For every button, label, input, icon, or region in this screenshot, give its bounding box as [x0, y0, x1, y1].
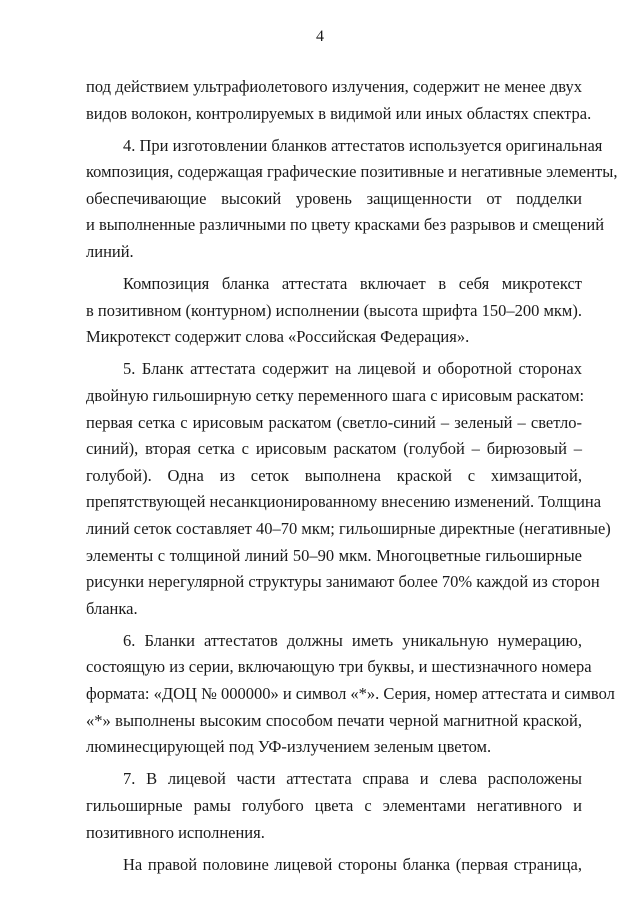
text-line: в позитивном (контурном) исполнении (высота шрифта 150–200 мкм).	[86, 300, 582, 320]
text-line: рисунки нерегулярной структуры занимают более 70% каждой из сторон	[86, 572, 600, 592]
text-line: бланка.	[86, 598, 138, 618]
text-line: 5. Бланк аттестата содержит на лицевой и оборотной сторонах	[123, 359, 582, 379]
text-line: первая сетка с ирисовым раскатом (светло-синий – зеленый – светло-	[86, 412, 582, 432]
text-line: 4. При изготовлении бланков аттестатов используется оригинальная	[123, 135, 603, 155]
text-line: формата: «ДОЦ № 000000» и символ «*». Серия, номер аттестата и символ	[86, 684, 615, 704]
text-line: На правой половине лицевой стороны бланка (первая страница,	[123, 854, 582, 874]
page-number: 4	[316, 28, 324, 45]
text-line: позитивного исполнения.	[86, 822, 265, 842]
text-line: голубой). Одна из сеток выполнена краской с химзащитой,	[86, 465, 582, 485]
text-line: и выполненные различными по цвету красками без разрывов и смещений	[86, 215, 605, 235]
text-line: «*» выполнены высоким способом печати черной магнитной краской,	[86, 710, 582, 730]
text-line: Композиция бланка аттестата включает в себя микротекст	[123, 274, 582, 294]
text-line: композиция, содержащая графические позитивные и негативные элементы,	[86, 162, 618, 182]
text-line: линий.	[86, 242, 134, 262]
text-line: Микротекст содержит слова «Российская Федерация».	[86, 327, 470, 347]
text-line: 6. Бланки аттестатов должны иметь уникальную нумерацию,	[123, 630, 582, 650]
text-line: под действием ультрафиолетового излучения, содержит не менее двух	[86, 77, 582, 96]
text-line: синий), вторая сетка с ирисовым раскатом (голубой – бирюзовый –	[86, 439, 582, 459]
text-line: линий сеток составляет 40–70 мкм; гильоширные директные (негативные)	[86, 519, 611, 538]
text-line: состоящую из серии, включающую три буквы, и шестизначного номера	[86, 657, 592, 677]
text-line: видов волокон, контролируемых в видимой или иных областях спектра.	[86, 103, 592, 123]
text-line: обеспечивающие высокий уровень защищенности от подделки	[86, 188, 582, 208]
text-line: 7. В лицевой части аттестата справа и слева расположены	[123, 769, 582, 789]
text-line: двойную гильоширную сетку переменного шага с ирисовым раскатом:	[86, 386, 585, 406]
text-line: люминесцирующей под УФ-излучением зеленым цветом.	[86, 737, 492, 757]
body-text	[86, 74, 618, 878]
text-line: элементы с толщиной линий 50–90 мкм. Многоцветные гильоширные	[86, 545, 582, 565]
text-line: препятствующей несанкционированному внесению изменений. Толщина	[86, 492, 602, 512]
text-line: гильоширные рамы голубого цвета с элементами негативного и	[86, 795, 582, 815]
